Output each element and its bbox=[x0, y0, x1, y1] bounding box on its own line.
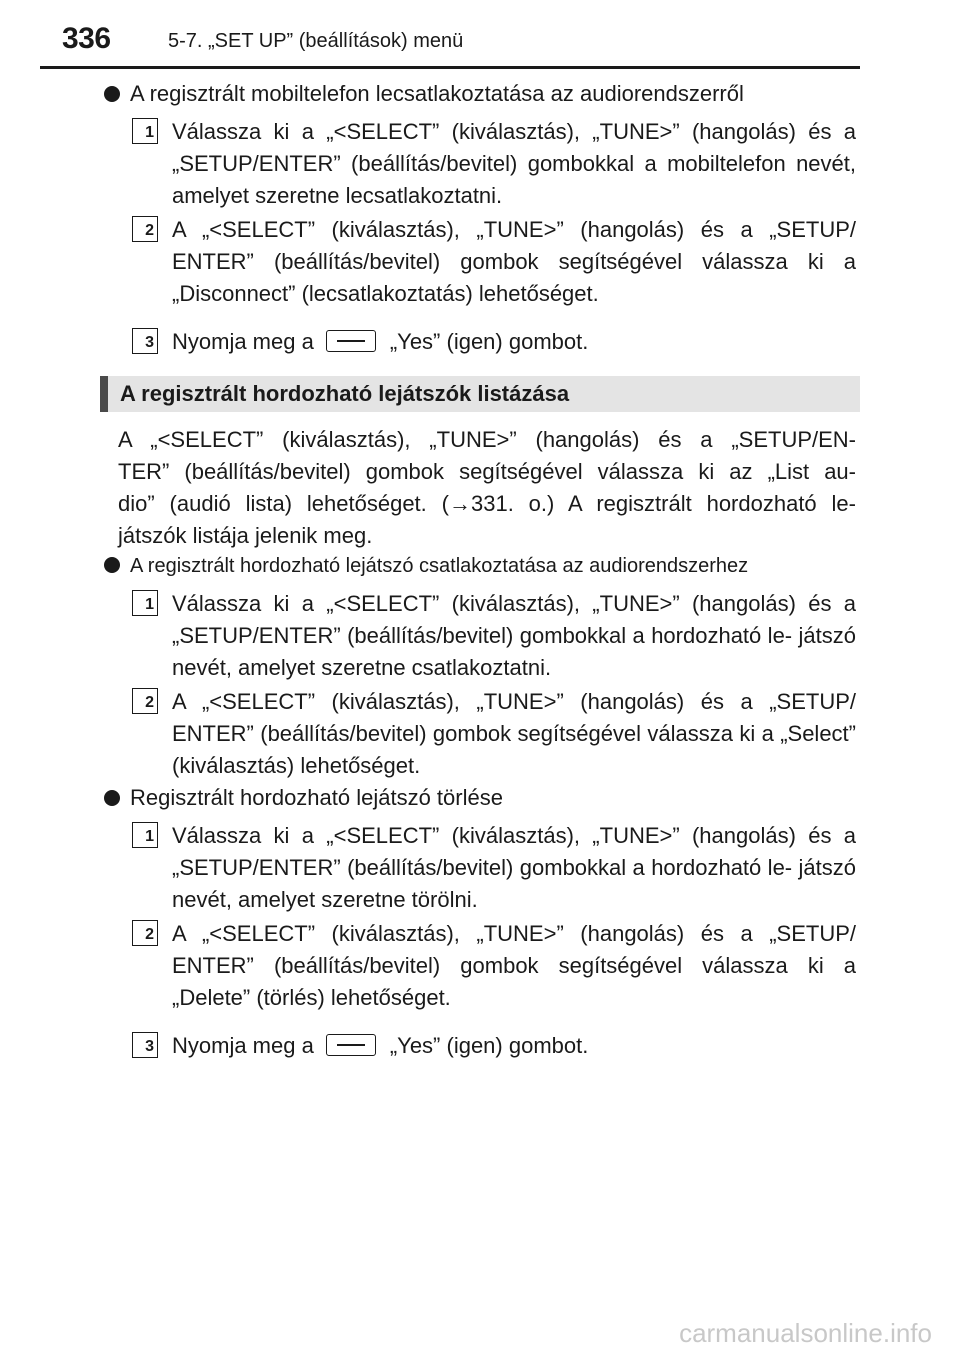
step-item bbox=[132, 326, 856, 358]
body-paragraph bbox=[118, 424, 856, 552]
bullet-heading-text: A regisztrált mobiltelefon lecsatlakoztatása az audiorendszerről bbox=[130, 81, 744, 106]
step-text: Válassza ki a „<SELECT” (kiválasztás), „TUNE>” (hangolás) és a „SETUP/ENTER” (beállítás/bevitel) gombokkal a mobiltelefon nevét, amelyet szeretne lecsatlakoztatni. bbox=[172, 119, 856, 208]
step-text-before: Nyomja meg a bbox=[172, 329, 314, 354]
bullet-icon bbox=[104, 790, 120, 806]
bullet-heading bbox=[104, 782, 503, 814]
bullet-heading-text: A regisztrált hordozható lejátszó csatlakoztatása az audiorendszerhez bbox=[130, 555, 749, 577]
step-item bbox=[132, 1030, 856, 1062]
step-item bbox=[132, 918, 856, 1014]
step-text bbox=[172, 326, 856, 358]
step-number-box: 2 bbox=[132, 688, 158, 714]
step-number-box: 2 bbox=[132, 920, 158, 946]
yes-button-icon bbox=[326, 330, 376, 352]
step-number-box: 1 bbox=[132, 822, 158, 848]
step-text: A „<SELECT” (kiválasztás), „TUNE>” (hangolás) és a „SETUP/ ENTER” (beállítás/bevitel) gombok segítségével válassza ki a „Delete” (törlés) lehetőséget. bbox=[172, 921, 856, 1010]
step-text-before: Nyomja meg a bbox=[172, 1033, 314, 1058]
step-text: Válassza ki a „<SELECT” (kiválasztás), „TUNE>” (hangolás) és a „SETUP/ENTER” (beállítás/bevitel) gombokkal a hordozható le- játszó nevét, amelyet szeretne törölni. bbox=[172, 823, 856, 912]
section-title: 5-7. „SET UP” (beállítások) menü bbox=[168, 30, 464, 52]
paragraph-line: dio” (audió lista) lehetőséget. (→331. o.) A regisztrált hordozható le- bbox=[118, 491, 856, 516]
step-text-after: „Yes” (igen) gombot. bbox=[389, 1033, 589, 1058]
step-text: A „<SELECT” (kiválasztás), „TUNE>” (hangolás) és a „SETUP/ ENTER” (beállítás/bevitel) gombok segítségével válassza ki a „Select” (kiválasztás) lehetőséget. bbox=[172, 689, 856, 778]
step-text-after: „Yes” (igen) gombot. bbox=[389, 329, 589, 354]
step-item bbox=[132, 686, 856, 782]
subsection-heading-text: A regisztrált hordozható lejátszók listázása bbox=[120, 381, 570, 406]
watermark: carmanualsonline.info bbox=[679, 1318, 932, 1348]
bullet-icon bbox=[104, 86, 120, 102]
step-item bbox=[132, 820, 856, 916]
step-item bbox=[132, 214, 856, 310]
step-number-box: 3 bbox=[132, 328, 158, 354]
step-number-box: 1 bbox=[132, 118, 158, 144]
step-number-box: 1 bbox=[132, 590, 158, 616]
yes-button-icon bbox=[326, 1034, 376, 1056]
step-item bbox=[132, 588, 856, 684]
subsection-heading bbox=[100, 376, 860, 412]
step-text bbox=[172, 1030, 856, 1062]
header-divider bbox=[40, 66, 860, 69]
bullet-heading bbox=[104, 78, 744, 110]
paragraph-line: játszók listája jelenik meg. bbox=[118, 523, 373, 548]
step-text: A „<SELECT” (kiválasztás), „TUNE>” (hangolás) és a „SETUP/ ENTER” (beállítás/bevitel) gombok segítségével válassza ki a „Disconnect” (lecsatlakoztatás) lehetőséget. bbox=[172, 217, 856, 306]
step-number-box: 2 bbox=[132, 216, 158, 242]
step-text: Válassza ki a „<SELECT” (kiválasztás), „TUNE>” (hangolás) és a „SETUP/ENTER” (beállítás/bevitel) gombokkal a hordozható le- játszó nevét, amelyet szeretne csatlakoztatni. bbox=[172, 591, 856, 680]
step-item bbox=[132, 116, 856, 212]
step-number-box: 3 bbox=[132, 1032, 158, 1058]
paragraph-line: TER” (beállítás/bevitel) gombok segítségével válassza ki az „List au- bbox=[118, 459, 856, 484]
bullet-heading bbox=[104, 550, 748, 582]
bullet-heading-text: Regisztrált hordozható lejátszó törlése bbox=[130, 785, 503, 810]
bullet-icon bbox=[104, 557, 120, 573]
page-number: 336 bbox=[62, 22, 111, 55]
paragraph-line: A „<SELECT” (kiválasztás), „TUNE>” (hangolás) és a „SETUP/EN- bbox=[118, 427, 856, 452]
